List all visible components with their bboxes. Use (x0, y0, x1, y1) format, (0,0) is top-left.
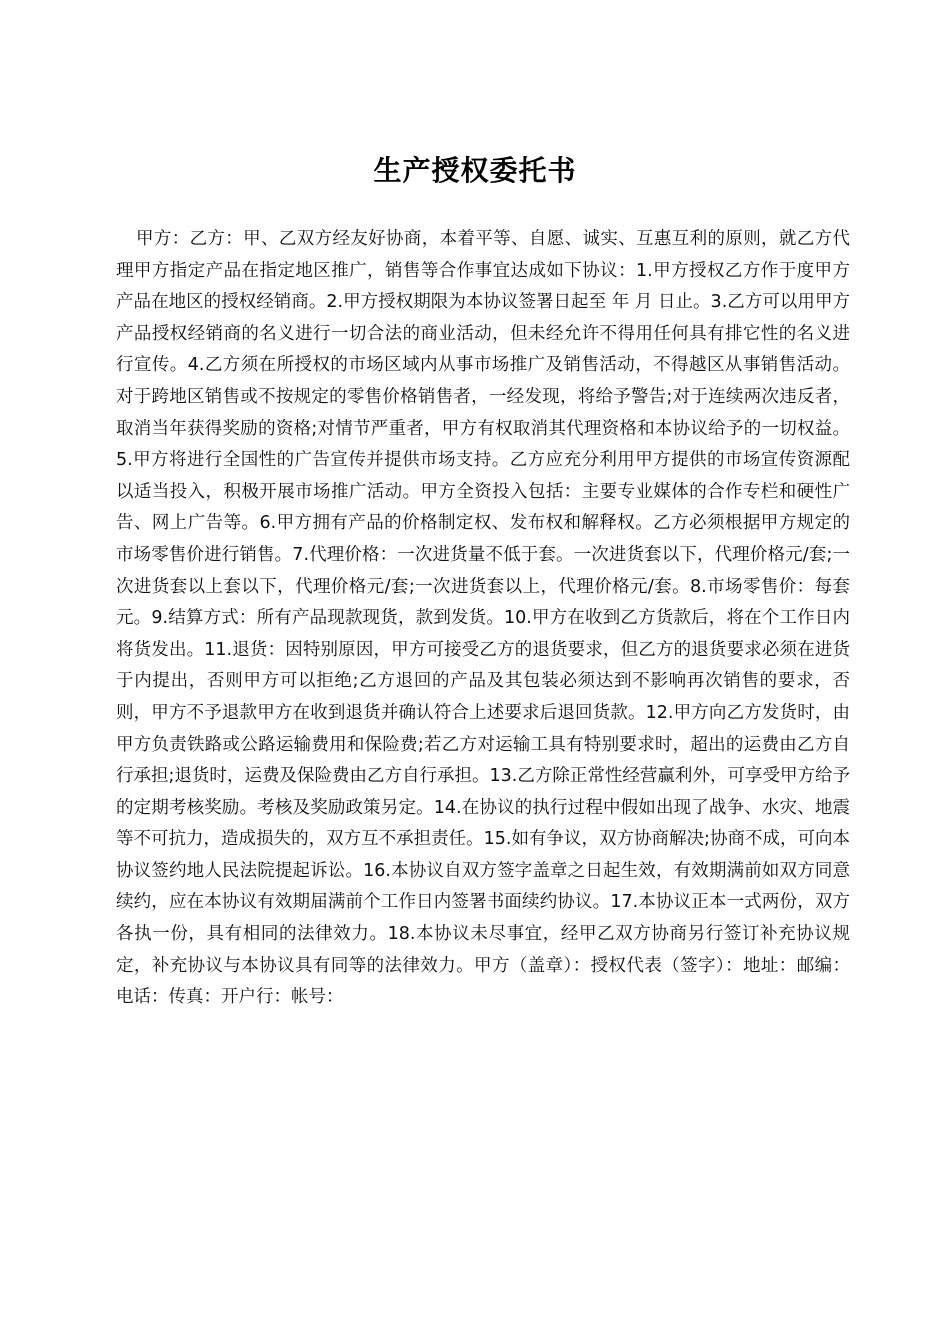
document-body: 甲方：乙方：甲、乙双方经友好协商，本着平等、自愿、诚实、互惠互利的原则，就乙方代理甲方指定产品在指定地区推广，销售等合作事宜达成如下协议：1.甲方授权乙方作于度甲方产品在地区的授权经销商。2.甲方授权期限为本协议签署日起至 年 月 日止。3.乙方可以用甲方产品授权经销商的名义进行一切合法的商业活动，但未经允许不得用任何具有排它性的名义进行宣传。4.乙方须在所授权的市场区域内从事市场推广及销售活动，不得越区从事销售活动。对于跨地区销售或不按规定的零售价格销售者，一经发现，将给予警告;对于连续两次违反者，取消当年获得奖励的资格;对情节严重者，甲方有权取消其代理资格和本协议给予的一切权益。5.甲方将进行全国性的广告宣传并提供市场支持。乙方应充分利用甲方提供的市场宣传资源配以适当投入，积极开展市场推广活动。甲方全资投入包括：主要专业媒体的合作专栏和硬性广告、网上广告等。6.甲方拥有产品的价格制定权、发布权和解释权。乙方必须根据甲方规定的市场零售价进行销售。7.代理价格：一次进货量不低于套。一次进货套以下，代理价格元/套;一次进货套以上套以下，代理价格元/套;一次进货套以上，代理价格元/套。8.市场零售价：每套元。9.结算方式：所有产品现款现货，款到发货。10.甲方在收到乙方货款后，将在个工作日内将货发出。11.退货：因特别原因，甲方可接受乙方的退货要求，但乙方的退货要求必须在进货于内提出，否则甲方可以拒绝;乙方退回的产品及其包装必须达到不影响再次销售的要求，否则，甲方不予退款甲方在收到退货并确认符合上述要求后退回货款。12.甲方向乙方发货时，由甲方负责铁路或公路运输费用和保险费;若乙方对运输工具有特别要求时，超出的运费由乙方自行承担;退货时，运费及保险费由乙方自行承担。13.乙方除正常性经营赢利外，可享受甲方给予的定期考核奖励。考核及奖励政策另定。14.在协议的执行过程中假如出现了战争、水灾、地震等不可抗力，造成损失的，双方互不承担责任。15.如有争议，双方协商解决;协商不成，可向本协议签约地人民法院提起诉讼。16.本协议自双方签字盖章之日起生效，有效期满前如双方同意续约，应在本协议有效期届满前个工作日内签署书面续约协议。17.本协议正本一式两份，双方各执一份，具有相同的法律效力。18.本协议未尽事宜，经甲乙双方协商另行签订补充协议规定，补充协议与本协议具有同等的法律效力。甲方（盖章）：授权代表（签字）：地址：邮编：电话：传真：开户行：帐号： (116, 229, 850, 1008)
document-title: 生产授权委托书 (373, 153, 577, 187)
